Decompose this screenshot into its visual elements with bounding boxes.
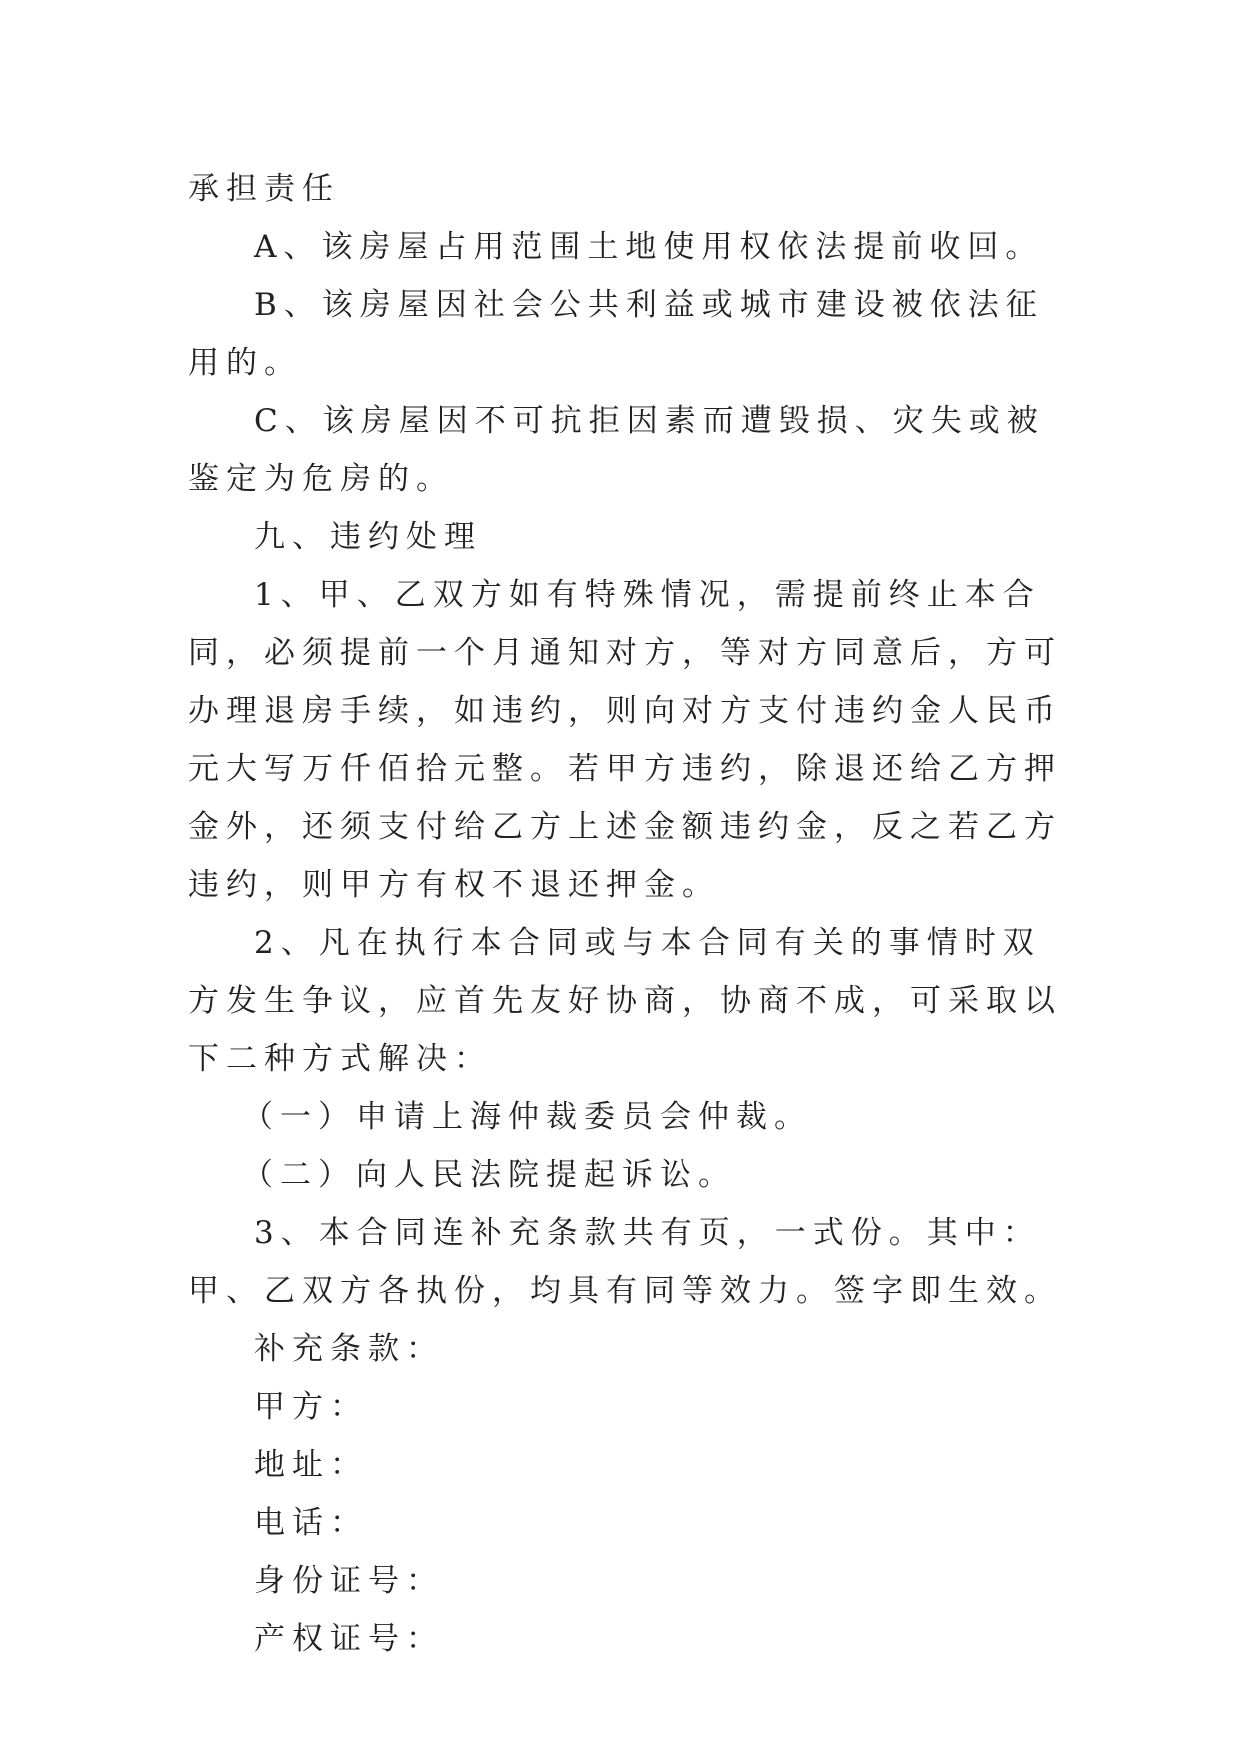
field-id-number: 身份证号： (254, 1563, 444, 1599)
paragraph-clause-c: C、该房屋因不可抗拒因素而遭毁损、灾失或被鉴定为危房的。 (188, 403, 1045, 497)
document-body (188, 160, 1068, 1668)
paragraph-breach-2: 2、凡在执行本合同或与本合同有关的事情时双方发生争议，应首先友好协商，协商不成，可采取以下二种方式解决： (188, 925, 1062, 1077)
field-property-certificate: 产权证号： (254, 1621, 444, 1657)
paragraph-breach-1: 1、甲、乙双方如有特殊情况，需提前终止本合同，必须提前一个月通知对方，等对方同意后，方可办理退房手续，如违约，则向对方支付违约金人民币元大写万仟佰拾元整。若甲方违约，除退还给乙方押金外，还须支付给乙方上述金额违约金，反之若乙方违约，则甲方有权不退还押金。 (188, 577, 1062, 903)
paragraph-clause-a: A、该房屋占用范围土地使用权依法提前收回。 (254, 229, 1044, 265)
paragraph-option-lawsuit: （二）向人民法院提起诉讼。 (242, 1157, 736, 1193)
paragraph-responsibility: 承担责任 (188, 171, 340, 207)
paragraph-breach-3: 3、本合同连补充条款共有页，一式份。其中：甲、乙双方各执份，均具有同等效力。签字即生效。 (188, 1215, 1062, 1309)
field-party-a: 甲方： (254, 1389, 368, 1425)
field-phone: 电话： (254, 1505, 368, 1541)
field-supplementary-terms: 补充条款： (254, 1331, 444, 1367)
paragraph-option-arbitration: （一）申请上海仲裁委员会仲裁。 (242, 1099, 812, 1135)
field-address: 地址： (254, 1447, 368, 1483)
paragraph-clause-b: B、该房屋因社会公共利益或城市建设被依法征用的。 (188, 287, 1044, 381)
section-heading-breach: 九、违约处理 (254, 519, 482, 555)
